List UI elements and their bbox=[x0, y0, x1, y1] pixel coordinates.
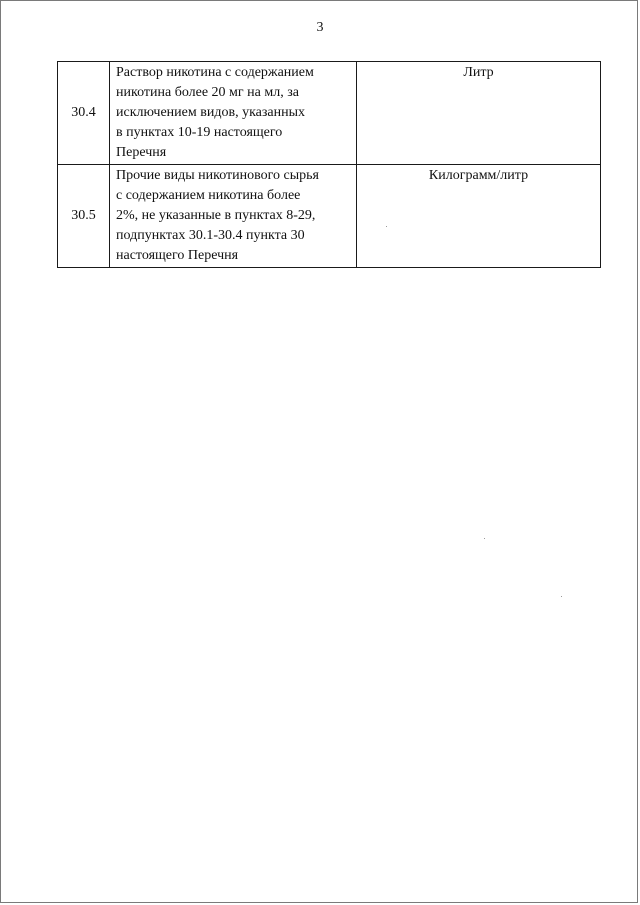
items-table bbox=[57, 61, 601, 268]
table-row bbox=[58, 62, 601, 165]
table-row bbox=[58, 165, 601, 268]
description-line: исключением видов, указанных bbox=[116, 105, 306, 120]
item-description bbox=[110, 62, 357, 165]
description-line: Раствор никотина с содержанием bbox=[116, 65, 314, 80]
description-line: настоящего Перечня bbox=[116, 248, 239, 263]
item-unit: Литр bbox=[357, 62, 601, 165]
item-code: 30.4 bbox=[58, 62, 110, 165]
scan-speck bbox=[561, 596, 562, 597]
description-line: подпунктах 30.1-30.4 пункта 30 bbox=[116, 228, 305, 243]
item-description bbox=[110, 165, 357, 268]
description-line: Перечня bbox=[116, 145, 167, 160]
description-line: 2%, не указанные в пунктах 8-29, bbox=[116, 208, 316, 223]
description-line: Прочие виды никотинового сырья bbox=[116, 168, 319, 183]
description-line: никотина более 20 мг на мл, за bbox=[116, 85, 299, 100]
description-line: в пунктах 10-19 настоящего bbox=[116, 125, 283, 140]
scan-speck bbox=[386, 226, 387, 227]
item-code: 30.5 bbox=[58, 165, 110, 268]
scan-speck bbox=[484, 538, 485, 539]
item-unit: Килограмм/литр bbox=[357, 165, 601, 268]
description-line: с содержанием никотина более bbox=[116, 188, 301, 203]
page-number: 3 bbox=[316, 20, 324, 35]
